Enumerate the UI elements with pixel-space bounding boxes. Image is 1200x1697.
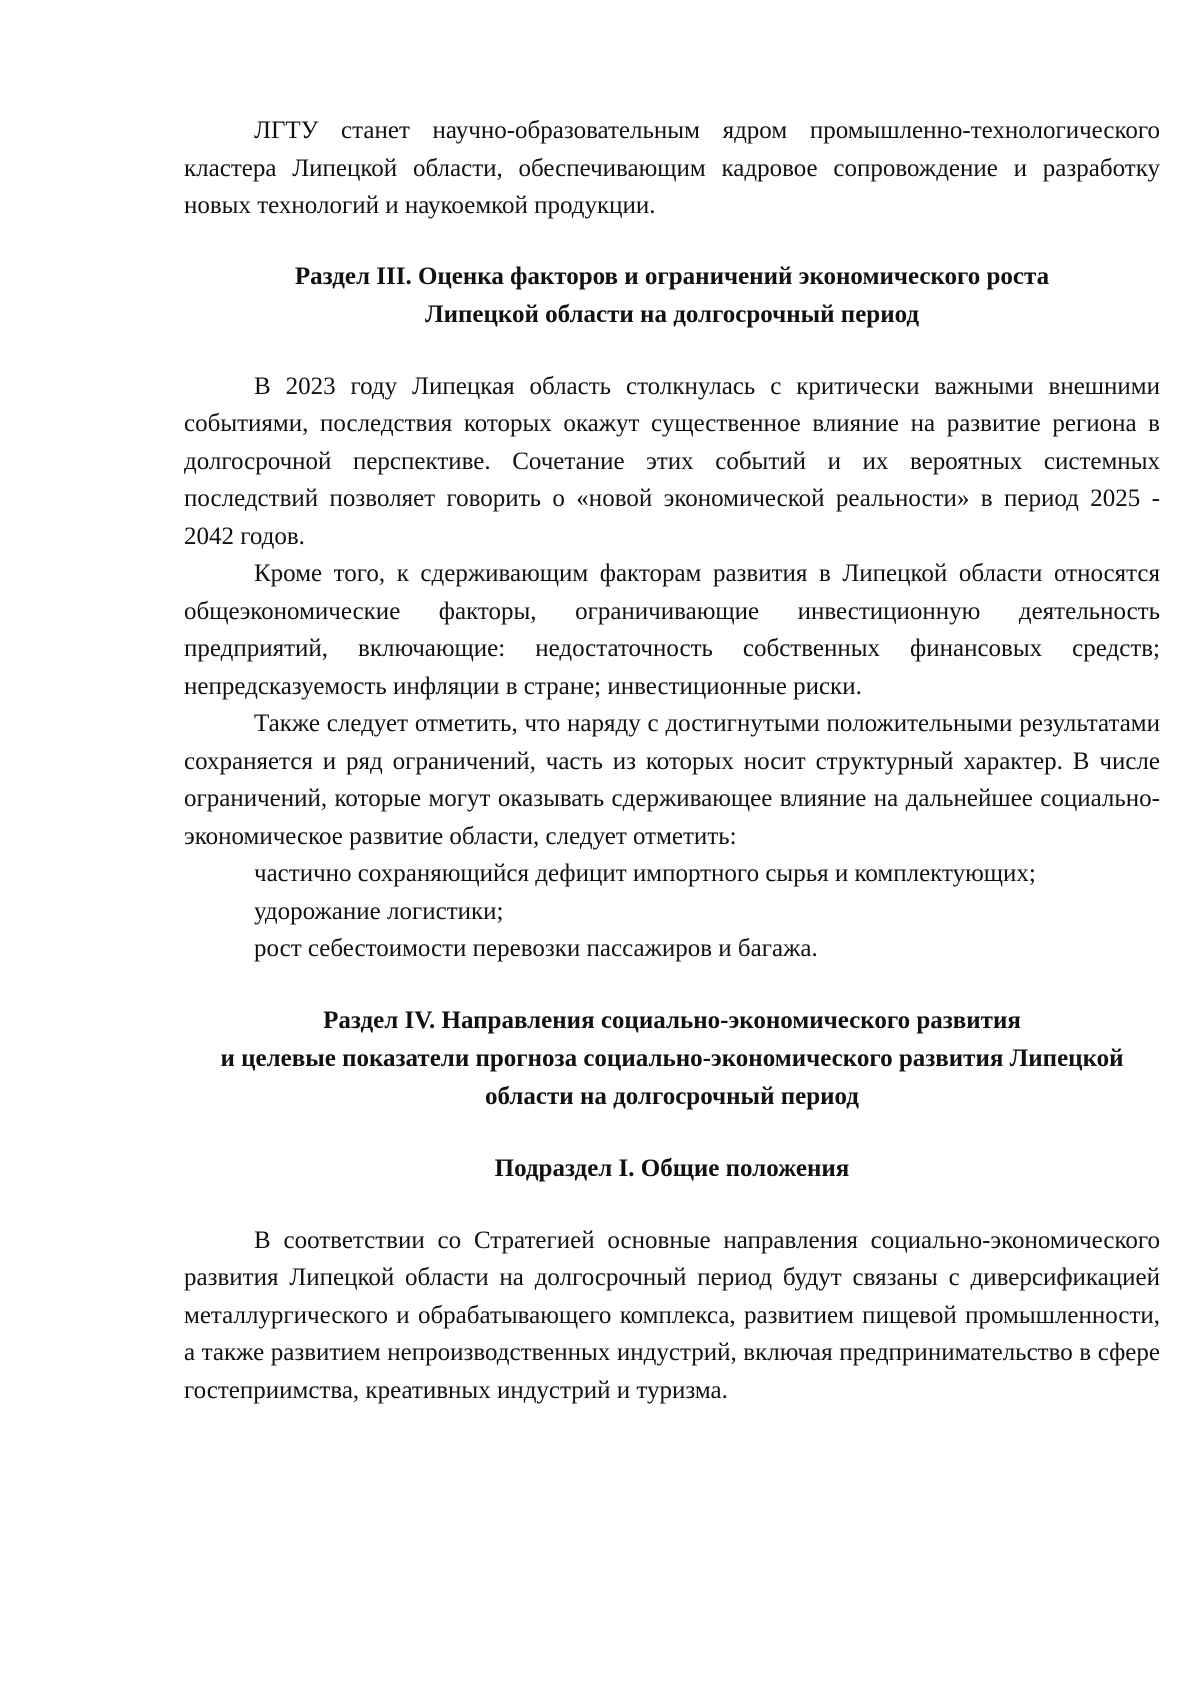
- section-4-heading-line-3: области на долгосрочный период: [485, 1082, 859, 1110]
- spacer: [184, 1116, 1160, 1150]
- list-item: частично сохраняющийся дефицит импортного сырья и комплектующих;: [254, 860, 1036, 887]
- document-body: [184, 112, 1160, 1409]
- section-3-heading: [184, 258, 1160, 334]
- spacer: [184, 1188, 1160, 1222]
- subsection-1-heading: Подраздел I. Общие положения: [494, 1154, 850, 1182]
- section-3-heading-line-1: Раздел III. Оценка факторов и ограничений экономического роста: [294, 262, 1050, 290]
- list-item: рост себестоимости перевозки пассажиров и багажа.: [254, 935, 818, 962]
- spacer: [184, 968, 1160, 1002]
- intro-paragraph: ЛГТУ станет научно-образовательным ядром промышленно-технологического кластера Липецкой области, обеспечивающим кадровое сопровождение и разработку новых технологий и наукоемкой продукции.: [184, 117, 1160, 219]
- section-3-paragraph-1: В 2023 году Липецкая область столкнулась с критически важными внешними событиями, последствия которых окажут существенное влияние на развитие региона в долгосрочной перспективе. Сочетание этих событий и их вероятных системных последствий позволяет говорить о «новой экономической реальности» в период 2025 - 2042 годов.: [184, 372, 1160, 550]
- section-4-heading-line-1: Раздел IV. Направления социально-экономического развития: [323, 1006, 1021, 1034]
- list-item: удорожание логистики;: [254, 897, 504, 925]
- section-3-paragraph-2: Кроме того, к сдерживающим факторам развития в Липецкой области относятся общеэкономические факторы, ограничивающие инвестиционную деятельность предприятий, включающие: недостаточность собственных финансовых средств; непредсказуемость инфляции в стране; инвестиционные риски.: [184, 560, 1160, 700]
- spacer: [184, 225, 1160, 258]
- section-4-heading-line-2: и целевые показатели прогноза социально-экономического развития Липецкой: [220, 1044, 1124, 1072]
- section-4-paragraph: В соответствии со Стратегией основные направления социально-экономического развития Липецкой области на долгосрочный период будут связаны с диверсификацией металлургического и обрабатывающего комплекса, развитием пищевой промышленности, а также развитием непроизводственных индустрий, включая предпринимательство в сфере гостеприимства, креативных индустрий и туризма.: [184, 1226, 1160, 1404]
- spacer: [184, 334, 1160, 368]
- section-4-heading: [184, 1002, 1160, 1116]
- section-3-heading-line-2: Липецкой области на долгосрочный период: [424, 300, 920, 328]
- section-3-paragraph-3: Также следует отметить, что наряду с достигнутыми положительными результатами сохраняется и ряд ограничений, часть из которых носит структурный характер. В числе ограничений, которые могут оказывать сдерживающее влияние на дальнейшее социально-экономическое развитие области, следует отметить:: [184, 710, 1160, 850]
